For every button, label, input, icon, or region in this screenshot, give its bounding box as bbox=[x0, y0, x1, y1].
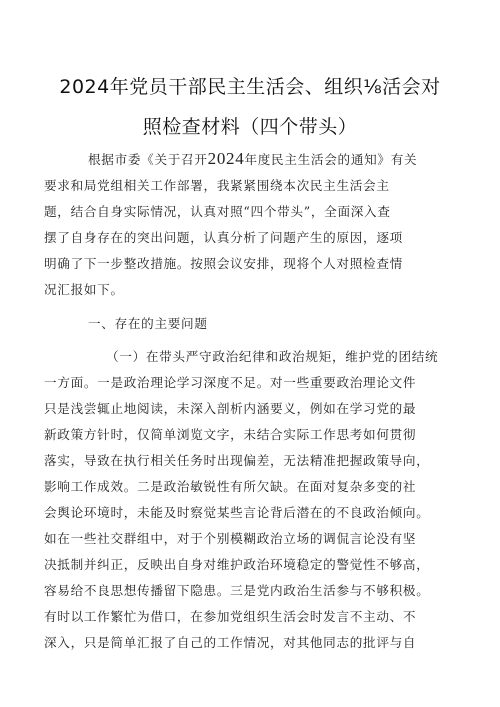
body-line: 一方面。一是政治理论学习深度不足。对一些重要政治理论文件 bbox=[44, 375, 417, 390]
intro-line-3: 题，结合自身实际情况，认真对照“四个带头”，全面深入查 bbox=[44, 204, 391, 219]
intro-line-4: 摆了自身存在的突出问题，认真分析了问题产生的原因，逐项 bbox=[44, 230, 403, 245]
intro-line-6: 况汇报如下。 bbox=[44, 282, 124, 297]
document-title-line-2: 照检查材料（四个带头） bbox=[142, 116, 358, 138]
body-line: 会舆论环境时，未能及时察觉某些言论背后潜在的不良政治倾向。 bbox=[44, 505, 430, 520]
intro-line-5: 明确了下一步整改措施。按照会议安排，现将个人对照检查情 bbox=[44, 256, 403, 271]
body-line: 如在一些社交群组中，对于个别模糊政治立场的调侃言论没有坚 bbox=[44, 531, 417, 546]
intro-line-2: 要求和局党组相关工作部署，我紧紧围绕本次民主生活会主 bbox=[44, 178, 390, 193]
body-line: 决抵制并纠正，反映出自身对维护政治环境稳定的警觉性不够高， bbox=[44, 557, 430, 572]
body-line: （一）在带头严守政治纪律和政治规矩，维护党的团结统 bbox=[106, 349, 439, 364]
body-line: 有时以工作繁忙为借口，在参加党组织生活会时发言不主动、不 bbox=[44, 609, 417, 624]
body-line: 新政策方针时，仅简单浏览文字，未结合实际工作思考如何贯彻 bbox=[44, 427, 417, 442]
section-heading-1: 一、存在的主要问题 bbox=[88, 316, 208, 331]
body-line: 落实，导致在执行相关任务时出现偏差，无法精准把握政策导向， bbox=[44, 453, 430, 468]
document-title-line-1: 2024年党员干部民主生活会、组织⅛活会对 bbox=[59, 76, 441, 98]
intro-line-1-text-b: 年度民主生活会的通知》有关 bbox=[244, 152, 418, 167]
body-line: 只是浅尝辄止地阅读，未深入剖析内涵要义，例如在学习党的最 bbox=[44, 401, 417, 416]
body-line: 影响工作成效。二是政治敏锐性有所欠缺。在面对复杂多变的社 bbox=[44, 479, 417, 494]
intro-line-1-year: 2024 bbox=[207, 149, 245, 168]
intro-line-1-text-a: 根据市委《关于召开 bbox=[88, 152, 208, 167]
body-line: 深入，只是简单汇报了自己的工作情况，对其他同志的批评与自 bbox=[44, 635, 417, 650]
body-line: 容易给不良思想传播留下隐患。三是党内政治生活参与不够积极。 bbox=[44, 583, 430, 598]
intro-line-1 bbox=[88, 149, 417, 169]
